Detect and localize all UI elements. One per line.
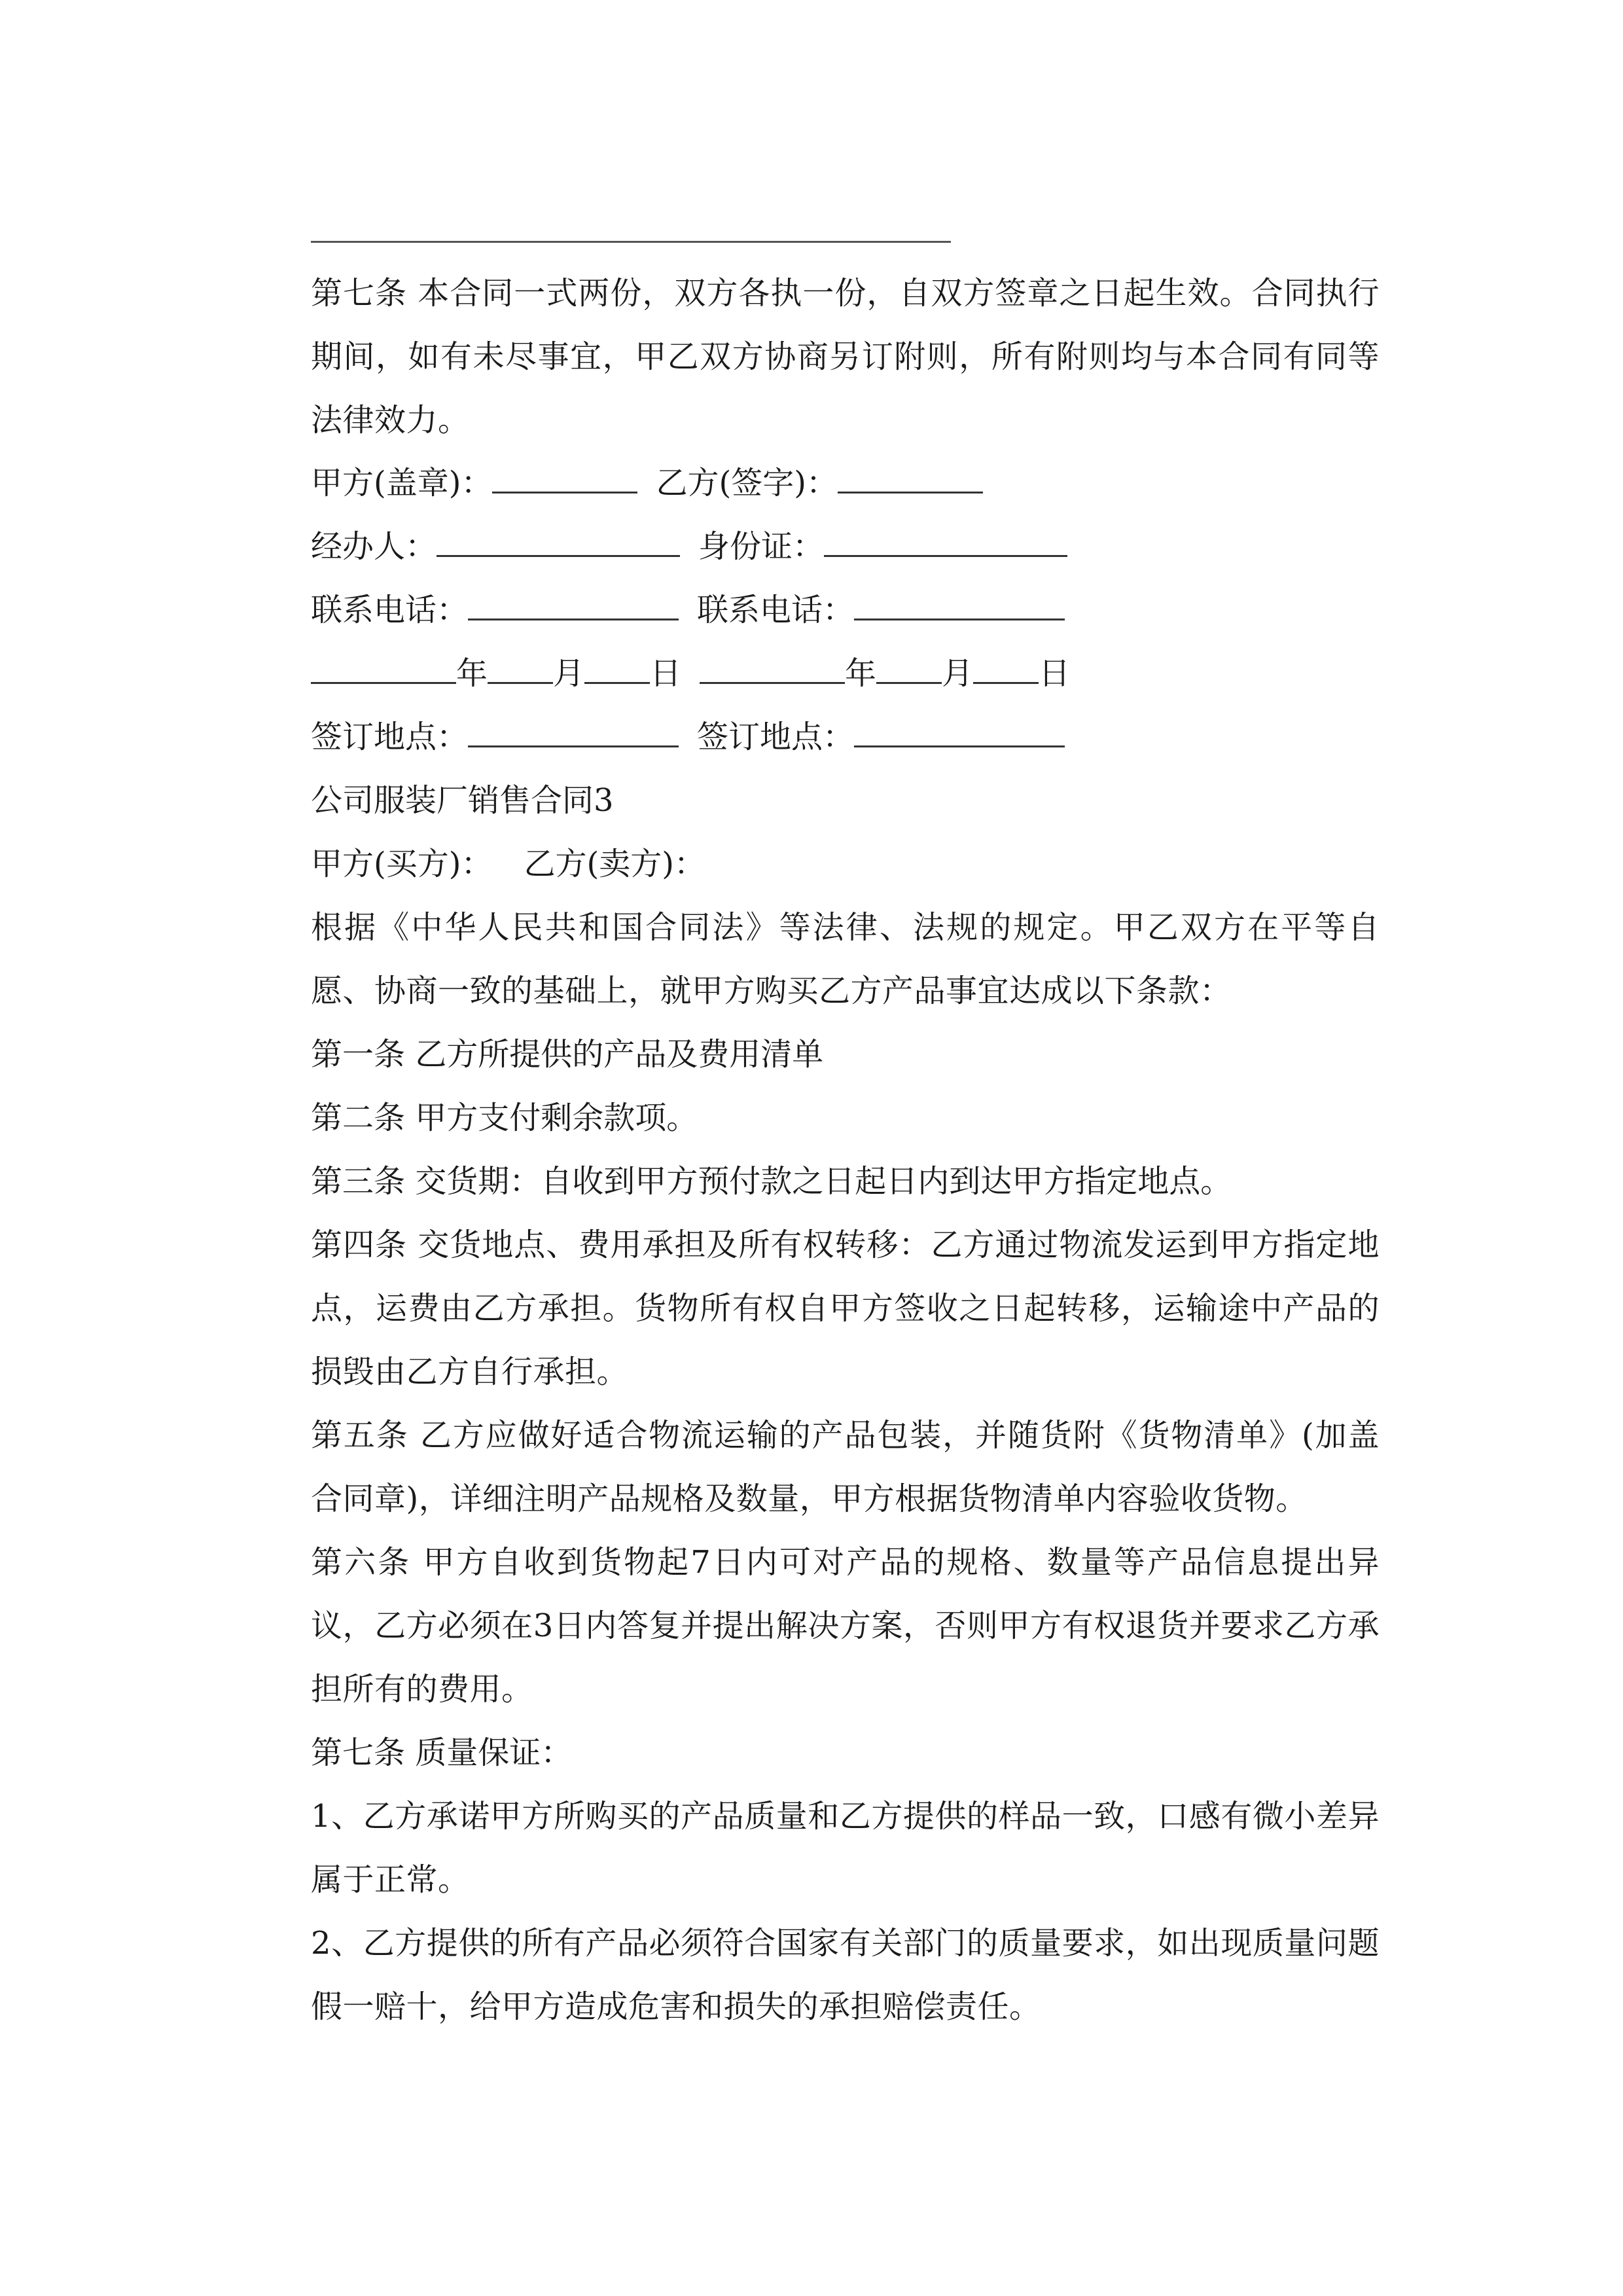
place-a-blank[interactable] xyxy=(468,709,679,747)
contract-title: 公司服装厂销售合同3 xyxy=(311,782,614,819)
phone-b-label: 联系电话： xyxy=(697,592,855,628)
seller-label: 乙方(卖方)： xyxy=(524,846,705,882)
day-a-blank[interactable] xyxy=(584,645,650,684)
signature-row-date xyxy=(247,642,1380,706)
id-card-label: 身份证： xyxy=(698,528,825,565)
quality-item-1: 1、乙方承诺甲方所购买的产品质量和乙方提供的样品一致，口感有微小差异属于正常。 xyxy=(311,1798,1380,1898)
month-b-blank[interactable] xyxy=(876,645,942,684)
clause4-paragraph: 第四条 交货地点、费用承担及所有权转移：乙方通过物流发运到甲方指定地点，运费由乙方承担。货物所有权自甲方签收之日起转移，运输途中产品的损毁由乙方自行承担。 xyxy=(311,1227,1380,1390)
year-b-blank[interactable] xyxy=(700,645,845,684)
day-b-blank[interactable] xyxy=(973,645,1039,684)
buyer-label: 甲方(买方)： xyxy=(311,846,493,882)
preamble-paragraph: 根据《中华人民共和国合同法》等法律、法规的规定。甲乙双方在平等自愿、协商一致的基础上，就甲方购买乙方产品事宜达成以下条款： xyxy=(311,909,1380,1009)
clause2: 第二条 甲方支付剩余款项。 xyxy=(311,1100,698,1136)
clause6-paragraph: 第六条 甲方自收到货物起7日内可对产品的规格、数量等产品信息提出异议，乙方必须在3日内答复并提出解决方案，否则甲方有权退货并要求乙方承担所有的费用。 xyxy=(311,1544,1380,1708)
place-b-blank[interactable] xyxy=(854,709,1065,747)
clause5-paragraph: 第五条 乙方应做好适合物流运输的产品包装，并随货附《货物清单》(加盖合同章)，详细注明产品规格及数量，甲方根据货物清单内容验收货物。 xyxy=(311,1417,1380,1517)
phone-a-blank[interactable] xyxy=(468,582,679,620)
phone-a-label: 联系电话： xyxy=(311,592,469,628)
signature-row-party xyxy=(247,452,1380,515)
month-a-label: 月 xyxy=(553,655,585,692)
year-b-label: 年 xyxy=(845,655,877,692)
year-a-blank[interactable] xyxy=(311,645,456,684)
month-b-label: 月 xyxy=(942,655,974,692)
clause7-effectiveness-paragraph: 第七条 本合同一式两份，双方各执一份，自双方签章之日起生效。合同执行期间，如有未尽事宜，甲乙双方协商另订附则，所有附则均与本合同有同等法律效力。 xyxy=(311,275,1380,439)
party-b-sign-blank[interactable] xyxy=(838,455,983,493)
party-a-seal-label: 甲方(盖章)： xyxy=(311,465,493,501)
year-a-label: 年 xyxy=(456,655,488,692)
agent-label: 经办人： xyxy=(311,528,437,565)
signature-row-phone xyxy=(247,579,1380,642)
place-a-label: 签订地点： xyxy=(311,719,469,755)
day-a-label: 日 xyxy=(650,655,682,692)
month-a-blank[interactable] xyxy=(488,645,553,684)
top-divider-line xyxy=(311,241,951,243)
id-card-blank[interactable] xyxy=(824,518,1067,557)
clause7-quality: 第七条 质量保证： xyxy=(311,1734,573,1771)
agent-blank[interactable] xyxy=(437,518,680,557)
day-b-label: 日 xyxy=(1039,655,1071,692)
clause1: 第一条 乙方所提供的产品及费用清单 xyxy=(311,1036,824,1073)
parties-line xyxy=(247,833,1380,896)
clause3: 第三条 交货期：自收到甲方预付款之日起日内到达甲方指定地点。 xyxy=(311,1163,1232,1200)
phone-b-blank[interactable] xyxy=(854,582,1065,620)
quality-item-2: 2、乙方提供的所有产品必须符合国家有关部门的质量要求，如出现质量问题假一赔十，给甲方造成危害和损失的承担赔偿责任。 xyxy=(311,1925,1380,2025)
party-a-seal-blank[interactable] xyxy=(492,455,637,493)
signature-row-place xyxy=(247,706,1380,769)
signature-row-agent xyxy=(247,515,1380,579)
place-b-label: 签订地点： xyxy=(697,719,855,755)
party-b-sign-label: 乙方(签字)： xyxy=(656,465,838,501)
